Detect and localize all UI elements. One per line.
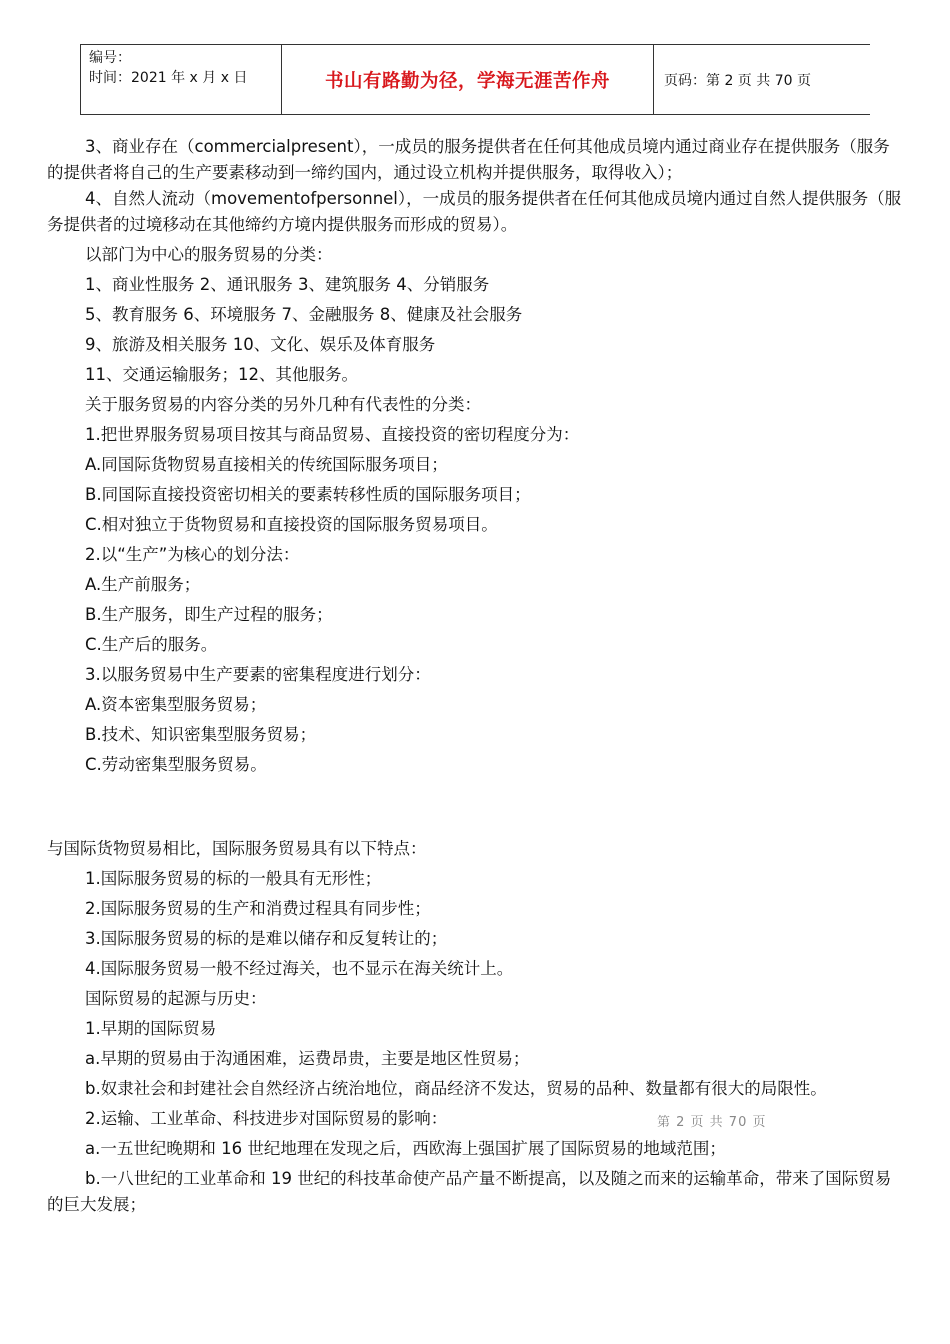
time-label: 时间：2021 年 x 月 x 日	[89, 70, 248, 86]
motto-cell	[282, 45, 654, 114]
paragraph: a.一五世纪晚期和 16 世纪地理在发现之后，西欧海上强国扩展了国际贸易的地域范围；	[85, 1139, 726, 1158]
paragraph: 9、旅游及相关服务 10、文化、娱乐及体育服务	[85, 335, 436, 354]
paragraph: A.生产前服务；	[85, 575, 201, 594]
paragraph: B.技术、知识密集型服务贸易；	[85, 725, 317, 744]
paragraph: C.相对独立于货物贸易和直接投资的国际服务贸易项目。	[85, 515, 498, 534]
paragraph: 2.以“生产”为核心的划分法：	[85, 545, 300, 564]
document-body	[47, 134, 905, 1218]
paragraph: C.劳动密集型服务贸易。	[85, 755, 267, 774]
overlapping-page-number: 第 2 页 共 70 页	[657, 1115, 767, 1130]
paragraph: A.同国际货物贸易直接相关的传统国际服务项目；	[85, 455, 448, 474]
paragraph: 关于服务贸易的内容分类的另外几种有代表性的分类：	[85, 395, 481, 414]
paragraph: 3、商业存在（commercialpresent），一成员的服务提供者在任何其他成员境内通过商业存在提供服务（服务的提供者将自己的生产要素移动到一缔约国内，通过设立机构并提供服务，取得收入）；	[47, 137, 890, 182]
paragraph: 国际贸易的起源与历史：	[85, 989, 267, 1008]
paragraph: 1、商业性服务 2、通讯服务 3、建筑服务 4、分销服务	[85, 275, 490, 294]
paragraph: 1.早期的国际贸易	[85, 1019, 217, 1038]
paragraph: C.生产后的服务。	[85, 635, 218, 654]
page-info-text: 页码：第 2 页 共 70 页	[664, 72, 811, 89]
paragraph: B.同国际直接投资密切相关的要素转移性质的国际服务项目；	[85, 485, 531, 504]
paragraph: A.资本密集型服务贸易；	[85, 695, 267, 714]
page-header	[80, 44, 870, 115]
paragraph: 3.以服务贸易中生产要素的密集程度进行划分：	[85, 665, 431, 684]
paragraph: 以部门为中心的服务贸易的分类：	[85, 245, 333, 264]
paragraph: 11、交通运输服务；12、其他服务。	[85, 365, 358, 384]
paragraph: 1.国际服务贸易的标的一般具有无形性；	[85, 869, 382, 888]
paragraph: a.早期的贸易由于沟通困难，运费昂贵，主要是地区性贸易；	[85, 1049, 530, 1068]
paragraph: 3.国际服务贸易的标的是难以储存和反复转让的；	[85, 929, 448, 948]
paragraph: 4、自然人流动（movementofpersonnel），一成员的服务提供者在任何其他成员境内通过自然人提供服务（服务提供者的过境移动在其他缔约方境内提供服务而形成的贸易）。	[47, 189, 902, 234]
paragraph: 2.运输、工业革命、科技进步对国际贸易的影响：	[85, 1109, 448, 1128]
paragraph: 1.把世界服务贸易项目按其与商品贸易、直接投资的密切程度分为：	[85, 425, 580, 444]
paragraph: 4.国际服务贸易一般不经过海关，也不显示在海关统计上。	[85, 959, 514, 978]
paragraph: 2.国际服务贸易的生产和消费过程具有同步性；	[85, 899, 431, 918]
paragraph: b.奴隶社会和封建社会自然经济占统治地位，商品经济不发达，贸易的品种、数量都有很大的局限性。	[85, 1079, 827, 1098]
section-heading: 与国际货物贸易相比，国际服务贸易具有以下特点：	[47, 839, 427, 858]
motto-text: 书山有路勤为径，学海无涯苦作舟	[324, 70, 610, 92]
paragraph: 5、教育服务 6、环境服务 7、金融服务 8、健康及社会服务	[85, 305, 523, 324]
paragraph: b.一八世纪的工业革命和 19 世纪的科技革命使产品产量不断提高，以及随之而来的运输革命，带来了国际贸易的巨大发展；	[47, 1169, 892, 1214]
paragraph: B.生产服务，即生产过程的服务；	[85, 605, 333, 624]
number-label: 编号：	[89, 50, 131, 66]
page-info-cell	[654, 45, 870, 114]
header-meta-cell	[80, 45, 282, 114]
